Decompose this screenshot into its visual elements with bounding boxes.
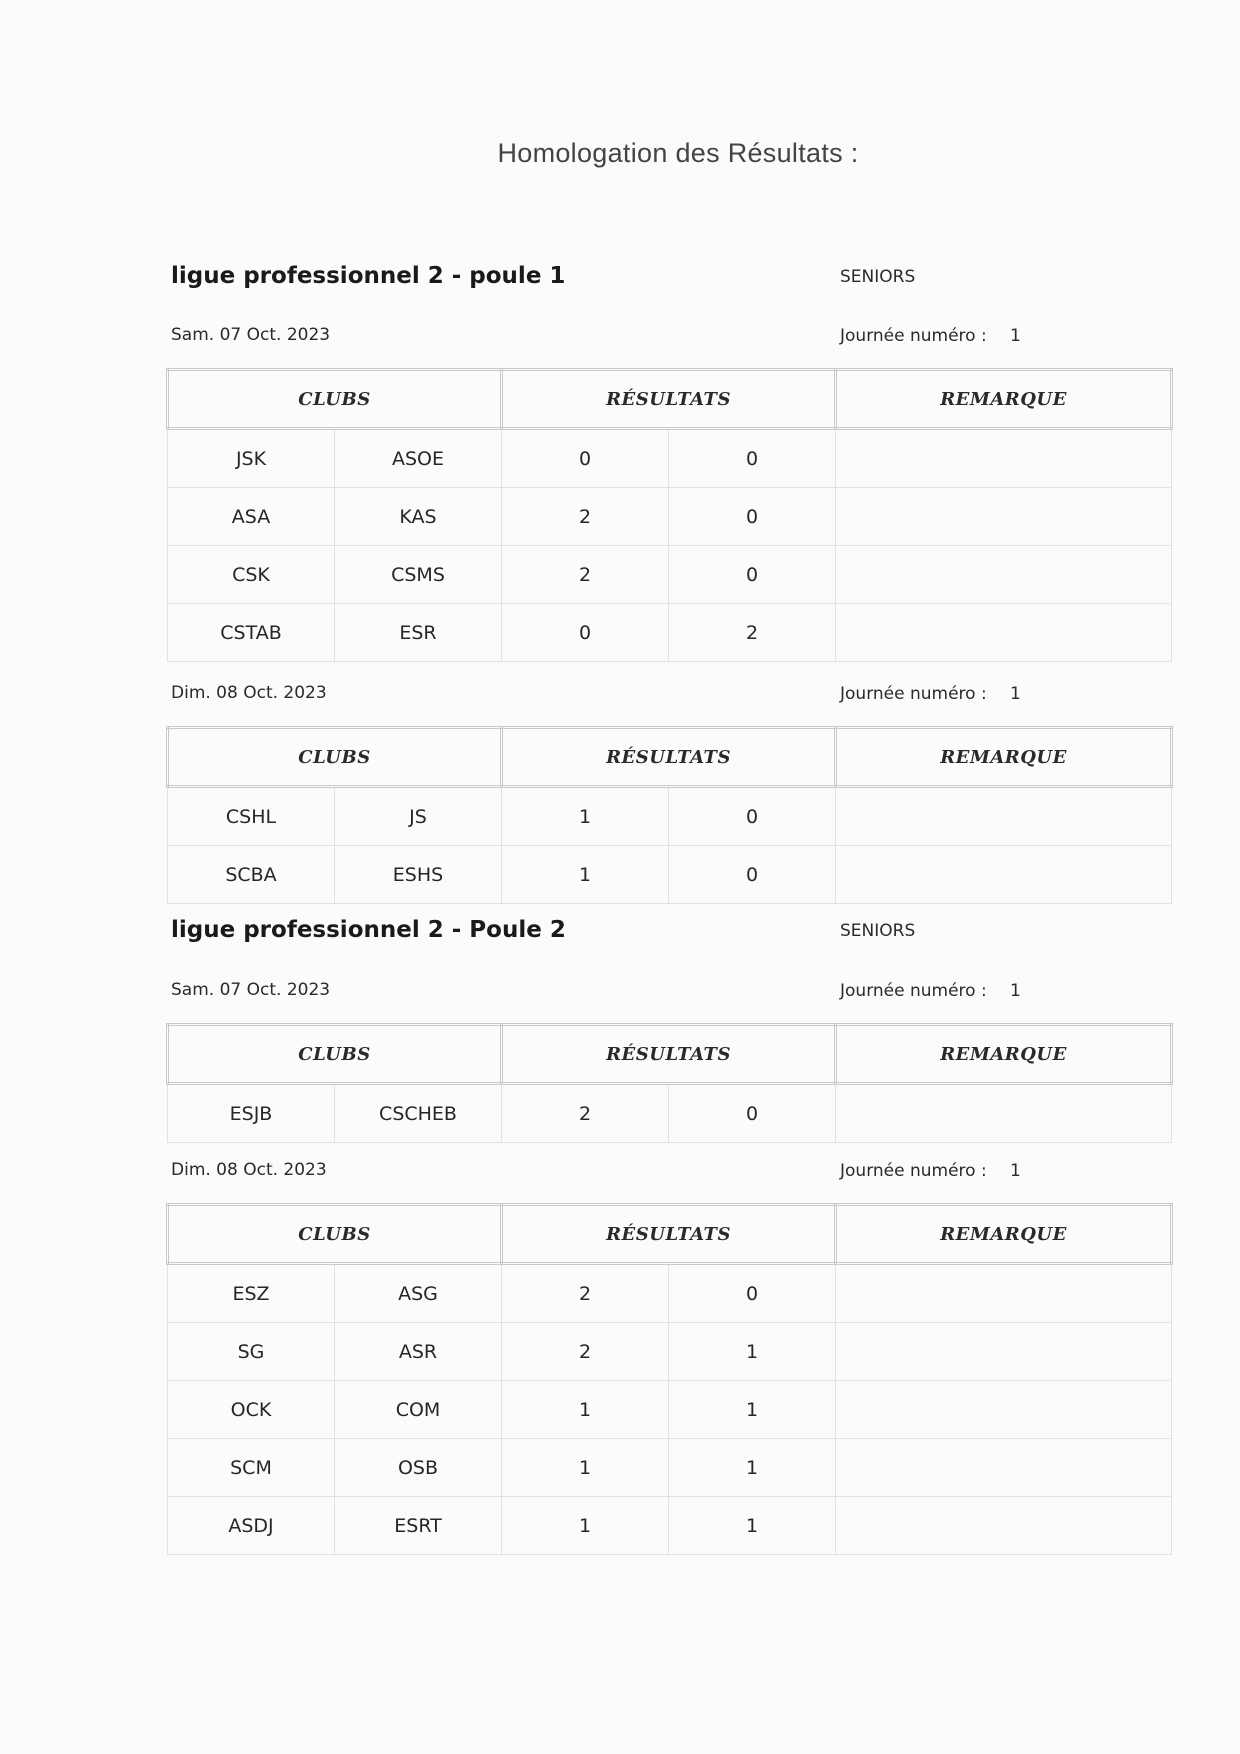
match-date: Sam. 07 Oct. 2023: [171, 980, 331, 1000]
match-date: Dim. 08 Oct. 2023: [171, 683, 327, 703]
home-score: 2: [502, 546, 669, 604]
away-score: 2: [669, 604, 836, 662]
away-score: 1: [669, 1381, 836, 1439]
remark-header: REMARQUE: [836, 370, 1172, 429]
results-table: [166, 726, 1173, 904]
home-club: CSHL: [168, 787, 335, 846]
away-score: 0: [669, 846, 836, 904]
remark-header: REMARQUE: [836, 728, 1172, 787]
remark-cell: [836, 1439, 1172, 1497]
away-score: 0: [669, 546, 836, 604]
away-club: CSCHEB: [335, 1084, 502, 1143]
home-score: 2: [502, 1264, 669, 1323]
home-score: 0: [502, 604, 669, 662]
away-club: ASG: [335, 1264, 502, 1323]
table-row: [168, 604, 1172, 662]
home-score: 1: [502, 1381, 669, 1439]
table-row: [168, 1084, 1172, 1143]
remark-cell: [836, 846, 1172, 904]
remark-cell: [836, 429, 1172, 488]
home-score: 2: [502, 488, 669, 546]
away-club: ESHS: [335, 846, 502, 904]
clubs-header: CLUBS: [168, 728, 502, 787]
home-score: 1: [502, 787, 669, 846]
away-club: COM: [335, 1381, 502, 1439]
results-table: [166, 1023, 1173, 1143]
table-row: [168, 846, 1172, 904]
remark-cell: [836, 488, 1172, 546]
journee-number: 1: [1010, 684, 1021, 704]
clubs-header: CLUBS: [168, 1025, 502, 1084]
away-club: ASOE: [335, 429, 502, 488]
table-row: [168, 1497, 1172, 1555]
away-score: 0: [669, 429, 836, 488]
home-club: CSTAB: [168, 604, 335, 662]
page-title: Homologation des Résultats :: [497, 138, 859, 168]
results-header: RÉSULTATS: [502, 370, 836, 429]
remark-header: REMARQUE: [836, 1205, 1172, 1264]
away-club: ESR: [335, 604, 502, 662]
journee-info: [840, 684, 1021, 704]
journee-label: Journée numéro :: [840, 684, 987, 704]
match-date: Sam. 07 Oct. 2023: [171, 325, 331, 345]
home-score: 1: [502, 1497, 669, 1555]
away-club: CSMS: [335, 546, 502, 604]
away-club: OSB: [335, 1439, 502, 1497]
journee-label: Journée numéro :: [840, 1161, 987, 1181]
table-row: [168, 787, 1172, 846]
journee-info: [840, 981, 1021, 1001]
home-score: 0: [502, 429, 669, 488]
home-score: 1: [502, 846, 669, 904]
journee-info: [840, 326, 1021, 346]
league-title: ligue professionnel 2 - Poule 2: [171, 917, 566, 943]
remark-cell: [836, 1381, 1172, 1439]
journee-label: Journée numéro :: [840, 981, 987, 1001]
table-header: [168, 1025, 1172, 1084]
home-club: CSK: [168, 546, 335, 604]
away-score: 1: [669, 1323, 836, 1381]
table-row: [168, 488, 1172, 546]
away-score: 0: [669, 1264, 836, 1323]
away-club: ASR: [335, 1323, 502, 1381]
home-club: SG: [168, 1323, 335, 1381]
category-label: SENIORS: [840, 267, 916, 287]
results-header: RÉSULTATS: [502, 1205, 836, 1264]
clubs-header: CLUBS: [168, 370, 502, 429]
remark-cell: [836, 1323, 1172, 1381]
journee-number: 1: [1010, 326, 1021, 346]
away-score: 0: [669, 1084, 836, 1143]
home-score: 1: [502, 1439, 669, 1497]
home-club: ESZ: [168, 1264, 335, 1323]
table-header: [168, 728, 1172, 787]
away-score: 1: [669, 1439, 836, 1497]
league-title: ligue professionnel 2 - poule 1: [171, 263, 566, 289]
table-row: [168, 1264, 1172, 1323]
home-club: OCK: [168, 1381, 335, 1439]
match-date: Dim. 08 Oct. 2023: [171, 1160, 327, 1180]
home-club: SCBA: [168, 846, 335, 904]
results-header: RÉSULTATS: [502, 728, 836, 787]
home-club: SCM: [168, 1439, 335, 1497]
remark-cell: [836, 604, 1172, 662]
journee-number: 1: [1010, 981, 1021, 1001]
home-score: 2: [502, 1323, 669, 1381]
remark-cell: [836, 1497, 1172, 1555]
table-row: [168, 429, 1172, 488]
remark-cell: [836, 1084, 1172, 1143]
table-header: [168, 1205, 1172, 1264]
table-row: [168, 1381, 1172, 1439]
table-header: [168, 370, 1172, 429]
remark-cell: [836, 787, 1172, 846]
away-club: KAS: [335, 488, 502, 546]
journee-info: [840, 1161, 1021, 1181]
home-club: ASDJ: [168, 1497, 335, 1555]
away-score: 1: [669, 1497, 836, 1555]
results-table: [166, 368, 1173, 662]
home-club: ESJB: [168, 1084, 335, 1143]
home-club: JSK: [168, 429, 335, 488]
home-score: 2: [502, 1084, 669, 1143]
home-club: ASA: [168, 488, 335, 546]
journee-label: Journée numéro :: [840, 326, 987, 346]
table-row: [168, 546, 1172, 604]
remark-header: REMARQUE: [836, 1025, 1172, 1084]
category-label: SENIORS: [840, 921, 916, 941]
results-table: [166, 1203, 1173, 1555]
journee-number: 1: [1010, 1161, 1021, 1181]
away-score: 0: [669, 787, 836, 846]
table-row: [168, 1439, 1172, 1497]
away-club: ESRT: [335, 1497, 502, 1555]
remark-cell: [836, 1264, 1172, 1323]
clubs-header: CLUBS: [168, 1205, 502, 1264]
table-row: [168, 1323, 1172, 1381]
remark-cell: [836, 546, 1172, 604]
away-club: JS: [335, 787, 502, 846]
results-header: RÉSULTATS: [502, 1025, 836, 1084]
away-score: 0: [669, 488, 836, 546]
